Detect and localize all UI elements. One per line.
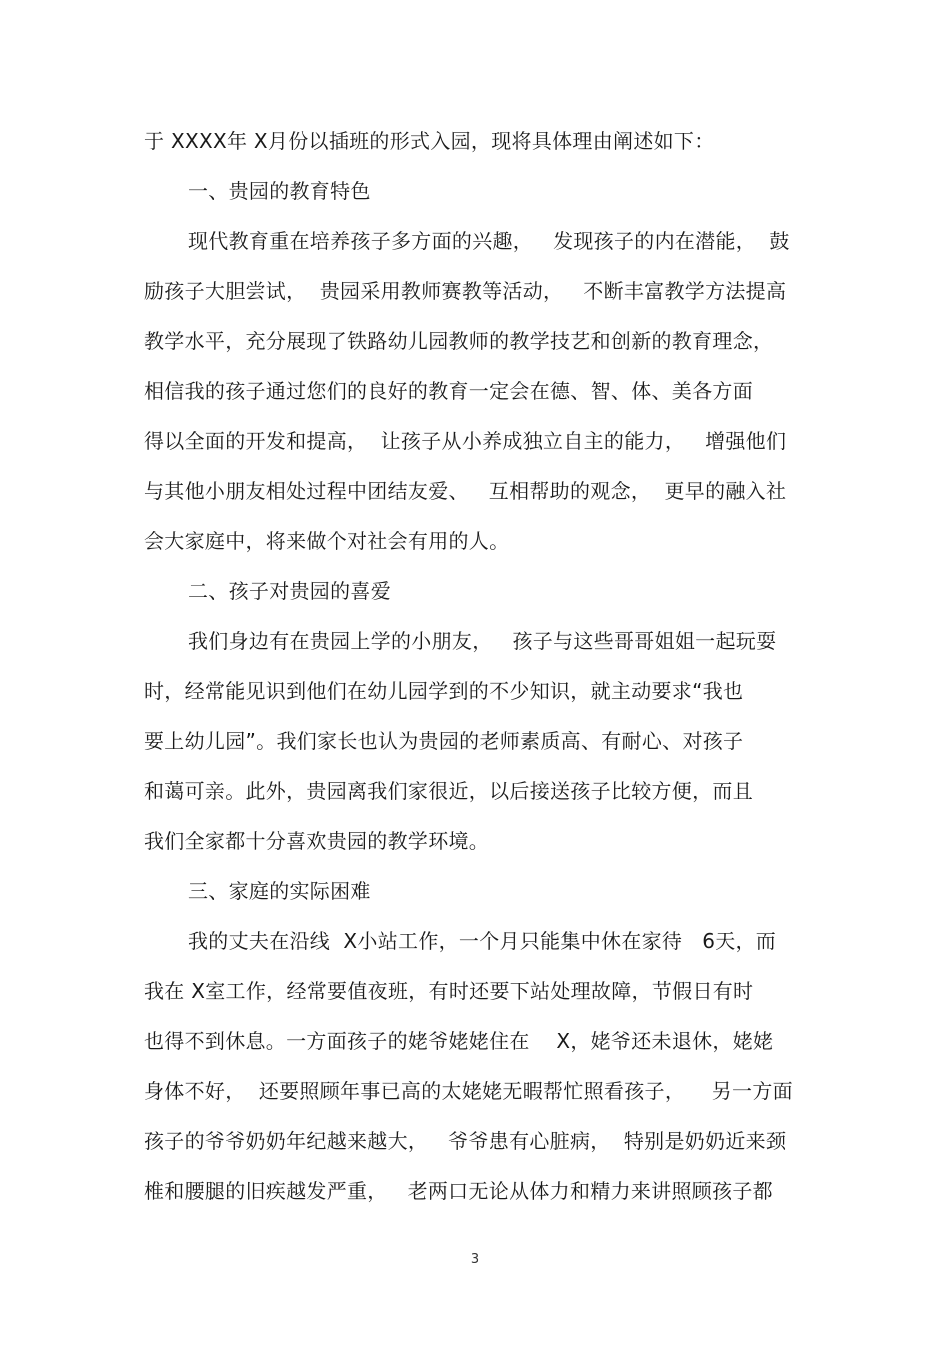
page-number: 3: [470, 1252, 480, 1267]
paragraph-start: 现代教育重在培养孩子多方面的兴趣， 发现孩子的内在潜能， 鼓: [188, 229, 790, 253]
text-line: 椎和腰腿的旧疾越发严重， 老两口无论从体力和精力来讲照顾孩子都: [144, 1179, 773, 1203]
text-line: 相信我的孩子通过您们的良好的教育一定会在德、智、体、美各方面: [144, 379, 753, 403]
section-heading: 一、贵园的教育特色: [188, 179, 371, 203]
text-line: 于 XXXX年 X月份以插班的形式入园，现将具体理由阐述如下：: [144, 129, 715, 153]
text-line: 孩子的爷爷奶奶年纪越来越大， 爷爷患有心脏病， 特别是奶奶近来颈: [144, 1129, 787, 1153]
text-line: 励孩子大胆尝试， 贵园采用教师赛教等活动， 不断丰富教学方法提高: [144, 279, 787, 303]
section-heading: 二、孩子对贵园的喜爱: [188, 579, 391, 603]
text-line: 我们全家都十分喜欢贵园的教学环境。: [144, 829, 490, 853]
paragraph-start: 我的丈夫在沿线 X小站工作，一个月只能集中休在家待 6天，而: [188, 929, 777, 953]
text-line: 教学水平，充分展现了铁路幼儿园教师的教学技艺和创新的教育理念，: [144, 329, 774, 353]
text-line: 也得不到休息。一方面孩子的姥爷姥姥住在 X，姥爷还未退休，姥姥: [144, 1029, 774, 1053]
section-heading: 三、家庭的实际困难: [188, 879, 371, 903]
text-line: 要上幼儿园”。我们家长也认为贵园的老师素质高、有耐心、对孩子: [144, 729, 744, 753]
text-line: 和蔼可亲。此外，贵园离我们家很近，以后接送孩子比较方便，而且: [144, 779, 753, 803]
text-line: 得以全面的开发和提高， 让孩子从小养成独立自主的能力， 增强他们: [144, 429, 787, 453]
text-line: 我在 X室工作，经常要值夜班，有时还要下站处理故障，节假日有时: [144, 979, 754, 1003]
text-line: 与其他小朋友相处过程中团结友爱、 互相帮助的观念， 更早的融入社: [144, 479, 787, 503]
paragraph-start: 我们身边有在贵园上学的小朋友， 孩子与这些哥哥姐姐一起玩耍: [188, 629, 777, 653]
text-line: 身体不好， 还要照顾年事已高的太姥姥无暇帮忙照看孩子， 另一方面: [144, 1079, 793, 1103]
text-line: 时，经常能见识到他们在幼儿园学到的不少知识，就主动要求“我也: [144, 679, 744, 703]
text-line: 会大家庭中，将来做个对社会有用的人。: [144, 529, 510, 553]
